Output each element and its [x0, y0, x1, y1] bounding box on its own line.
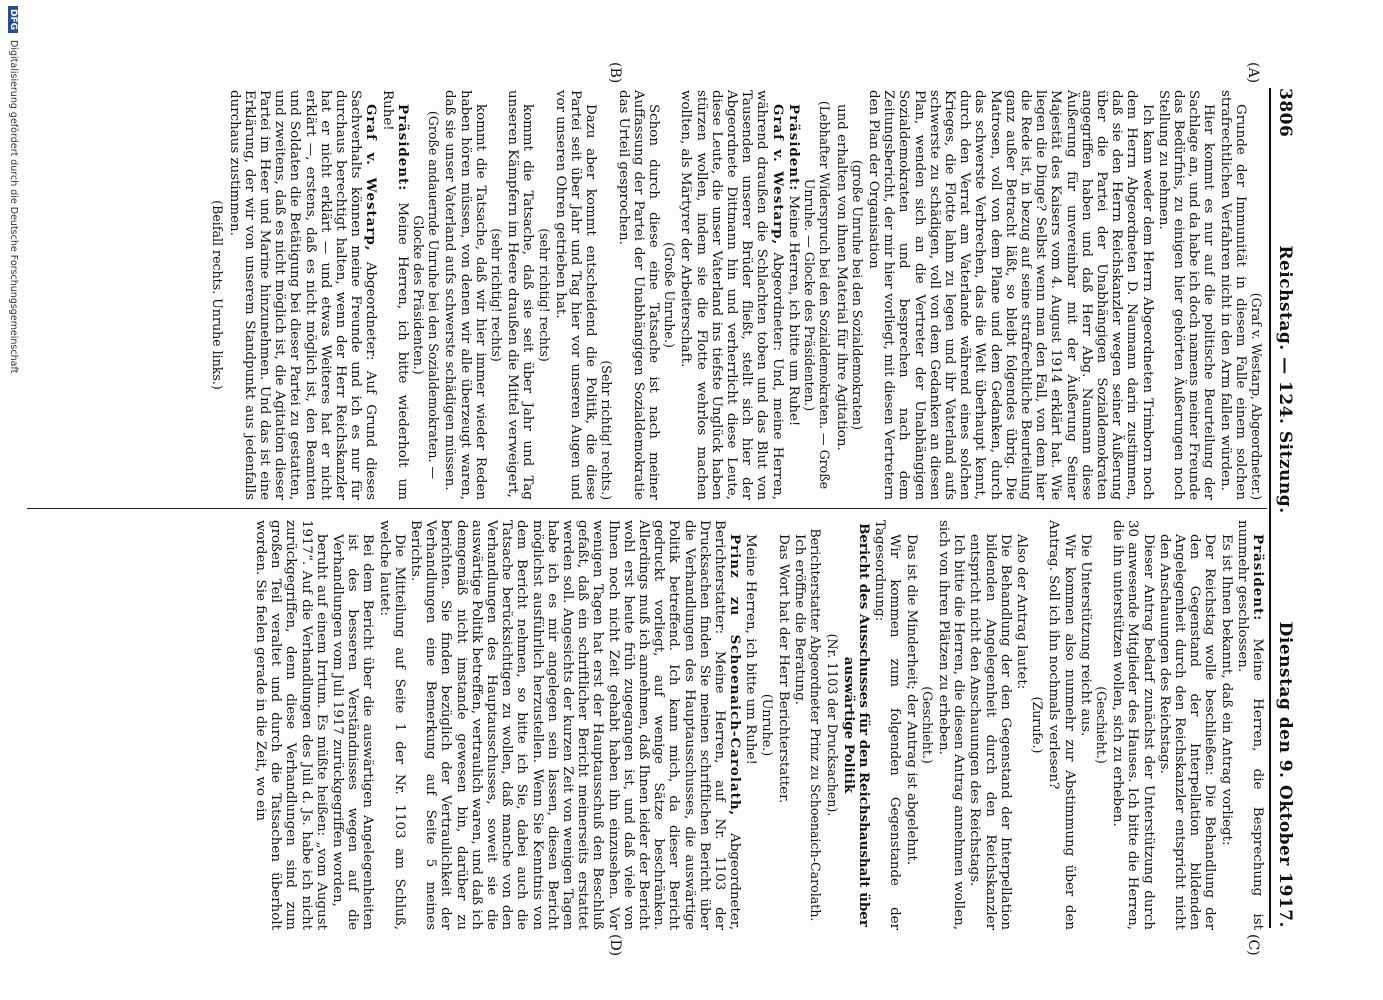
speaker-name: Präsident: — [785, 104, 802, 192]
stage-direction: (Unruhe.) — [759, 693, 775, 757]
stage-direction: (sehr richtig! rechts) — [536, 228, 552, 362]
body-paragraph: Dazu aber kommt entscheidend die Politik, die diese Partei seit über Jahr und Tag hier vor unseren Augen und vor unseren Ohren getrieben hat. — [552, 90, 599, 500]
speaker-name: Graf v. Westarp, — [363, 104, 380, 252]
dfg-logo: DFG — [8, 6, 18, 33]
body-paragraph: kommt die Tatsache, daß wir hier immer wieder Reden haben hören müssen, von denen wir alle überzeugt waren, daß sie unser Vaterland aufs schwerste schädigen müssen. — [442, 90, 488, 500]
body-paragraph: Dieser Antrag bedarf zunächst der Unterstützung durch 30 anwesende Mitglieder des Hauses. Ich bitte die Herren, die ihn unterstützen wollen, sich zu erheben. — [1110, 520, 1156, 930]
body-paragraph: beruht auf einem Irrtum. Es müßte heißen: „vom August 1917“. Auf die Verhandlungen des Juli d. Js. habe ich nicht zurückgegriffen, denn diese Verhandlungen sind zum großen Teil veraltet und durch die Tatsachen überholt worden. Sie fielen gerade in die Zeit, wo ein — [253, 520, 329, 930]
body-paragraph: Die Mitteilung auf Seite 1 der Nr. 1103 am Schluß, welche lautet: — [376, 520, 407, 930]
stage-direction: (Beifall rechts. Unruhe links.) — [210, 200, 226, 390]
speaker-name: Prinz zu Schoenaich-Carolath, — [727, 534, 744, 817]
body-paragraph: und erhalten von ihnen Material für ihre Agitation. — [833, 104, 849, 451]
body-paragraph: Grunde der Immunität in diesem Falle einem solchen strafrechtlichen Verfahren nicht in den Arm fallen würden. — [1217, 90, 1248, 500]
stage-direction: (Geschieht.) — [919, 686, 935, 764]
quoted-motion: Die Behandlung der den Gegenstand der Interpellation bildenden Angelegenheit durch den Reichskanzler entspricht nicht den Anschauungen des Reichstags. — [967, 534, 1013, 930]
body-paragraph: Wir kommen zum folgenden Gegenstande der Tagesordnung: — [872, 520, 903, 930]
page-number: 3806 — [1275, 88, 1295, 138]
speaker-name: Graf v. Westarp, — [769, 104, 786, 246]
right-column — [252, 520, 1265, 930]
speech-text: Meine Herren, ich bitte um Ruhe! — [785, 195, 801, 427]
stage-direction: Berichterstatter Abgeordneter Prinz zu Schoenaich-Carolath. — [808, 528, 824, 922]
speech-paragraph — [379, 90, 409, 500]
stage-direction: (große Unruhe bei den Sozialdemokraten) — [849, 159, 865, 431]
credit-text: Digitalisierung gefördert durch die Deutsche Forschungsgemeinschaft — [8, 40, 19, 374]
body-paragraph: Meine Herren, ich bitte um Ruhe! — [743, 534, 759, 765]
speech-text: Abgeordneter, Berichterstatter: Meine Herren, auf Nr. 1103 der Drucksachen finden Sie meinen schriftlichen Bericht über die Verhandlungen des Hauptausschusses, die auswärtige Politik betreffend. Ich kann mich, da dieser Bericht gedruckt vorliegt, auf wenige Sätze beschränken. Allerdings muß ich annehmen, daß Ihnen leider der Bericht wohl erst heute früh zugegangen ist, und daß viele von Ihnen noch nicht Zeit gehabt haben ihn einzusehen. Vor wenigen Tagen hat erst der Hauptausschuß den Beschluß gefaßt, daß ein schriftlicher Bericht meinerseits erstattet werden soll. Angesichts der kurzen Zeit von wenigen Tagen habe ich es mir angelegen sein lassen, diesen Bericht möglichst ausführlich herzustellen. Wenn Sie Kenntnis von dem Bericht nehmen, so bitte ich Sie, dabei auch die Tatsache berücksichtigen zu wollen, daß manche von den Verhandlungen des Hauptausschusses, soweit sie die auswärtige Politik betreffen, vertraulich waren, und daß ich demgemäß nicht imstande gewesen bin, darüber zu berichten. Sie finden bezüglich der Vertraulichkeit der Verhandlungen eine Bemerkung auf Seite 5 meines Berichts. — [408, 520, 743, 930]
body-paragraph: Ich eröffne die Beratung. — [792, 534, 808, 706]
margin-mark-a: (A) — [1245, 62, 1261, 84]
stage-direction: (sehr richtig! rechts) — [489, 228, 505, 362]
body-paragraph: Also der Antrag lautet: — [1013, 534, 1029, 690]
body-paragraph: Ich bitte die Herren, die diesen Antrag annehmen wollen, sich von ihren Plätzen zu erheben. — [935, 520, 967, 930]
session-title: Reichstag. — 124. Sitzung. — [1275, 245, 1295, 514]
margin-mark-d: (D) — [607, 934, 623, 957]
speech-paragraph — [1235, 520, 1265, 930]
body-paragraph: Ich kann weder dem Herrn Abgeordneten Trimborn noch dem Herrn Abgeordneten D. Naumann darin zustimmen, daß sie den Herrn Reichskanzler wegen seiner Äußerung über die Partei der Unabhängigen Sozialdemokraten angegriffen haben und daß Herr Abg. Naumann diese Äußerung für unvereinbar mit der Äußerung Seiner Majestät des Kaisers vom 4. August 1914 erklärt hat. Wie liegen die Dinge? Selbst wenn man den Fall, von dem hier die Rede ist, in bezug auf seine strafrechtliche Beurteilung ganz außer Betracht läßt, so bleibt folgendes übrig. Die Matrosen, voll von dem Plane und dem Gedanken, durch das schwerste Verbrechen, das die Welt überhaupt kennt, durch den Verrat am Vaterlande während eines solchen Krieges, die Flotte lahm zu legen und ihr Vaterland aufs schwerste zu schädigen, voll von dem Gedanken an diesen Plan, wenden sich an die Vertreter der Unabhängigen Sozialdemokraten und besprechen nach dem Zeitungsbericht, der mir hier vorliegt, mit diesen Vertretern den Plan der Organisation — [865, 90, 1155, 500]
stage-direction: (Große Unruhe.) — [662, 242, 678, 348]
margin-mark-c: (C) — [1245, 934, 1261, 956]
column-divider — [27, 508, 1267, 509]
speech-paragraph — [408, 520, 742, 930]
stage-direction: (Geschieht.) — [1093, 686, 1109, 764]
session-date: Dienstag den 9. Oktober 1917. — [1275, 621, 1295, 928]
stage-direction: (Nr. 1103 der Drucksachen). — [824, 633, 840, 817]
speech-text: Abgeordneter: Auf Grund dieses Sachverhalts können meine Freunde und ich es nur für durchaus berechtigt halten, wenn der Herr Reichskanzler hat er nicht erklärt — und etwas Weiteres hat er nicht erklärt —, erstens, daß es nicht möglich ist, den Beamten und Soldaten die Betätigung bei dieser Partei zu gestatten, und zweitens, daß es nicht möglich ist, die Agitation dieser Partei im Heer und Marine hinzunehmen. Und das ist eine Erklärung, der wir von unserem Standpunkt aus jedenfalls durchaus zustimmen. — [226, 90, 379, 500]
body-paragraph: Hier kommt es nur auf die politische Beurteilung der Sachlage an, und da habe ich doch namens meiner Freunde das Bedürfnis, zu einigen hier gehörten Äußerungen noch Stellung zu nehmen. — [1155, 90, 1217, 500]
body-paragraph: kommt die Tatsache, daß sie seit über Jahr und Tag unseren Kämpfern im Heere draußen die Mittel verweigert, — [505, 90, 536, 500]
speech-paragraph — [678, 90, 784, 500]
speech-text: Meine Herren, die Besprechung ist nunmehr geschlossen. — [1234, 520, 1265, 931]
running-head — [1275, 88, 1305, 928]
stage-direction: (Graf v. Westarp, Abgeordneter.) — [1249, 292, 1264, 500]
speaker-name: Präsident: — [394, 104, 411, 192]
agenda-heading: Bericht des Ausschusses für den Reichshaushalt über auswärtige Politik — [840, 523, 872, 927]
speech-text: Abgeordneter: Und, meine Herren, während draußen die Schlachten toben und das Blut von Tausenden unserer Brüder fließt, stellt sich hier der Abgeordnete Dittmann hin und verherrlicht diese Leute, diese Leute, die unser Vaterland ins tiefste Unglück haben stürzen wollen, indem sie die Flotte wehrlos machen wollten, als Märtyrer der Arbeiterschaft. — [678, 90, 785, 500]
body-paragraph: Das ist die Minderheit; der Antrag ist abgelehnt. — [903, 534, 919, 866]
body-paragraph: Es ist Ihnen bekannt, daß ein Antrag vorliegt: — [1218, 534, 1234, 846]
speaker-name: Präsident: — [1250, 534, 1266, 622]
stage-direction: (Große andauernde Unruhe bei den Sozialdemokraten. — Glocke des Präsidenten.) — [411, 110, 442, 480]
quoted-motion: Bei dem Bericht über die auswärtigen Angelegenheiten ist des besseren Verständnisses wegen auf die Verhandlungen vom Juli 1917 zurückgegriffen worden, — [330, 534, 376, 930]
body-paragraph: Schon durch diese eine Tatsache ist nach meiner Auffassung der Partei der Unabhängigen Sozialdemokratie das Urteil gesprochen. — [615, 90, 662, 500]
body-paragraph: Das Wort hat der Herr Berichterstatter. — [775, 534, 791, 804]
digitization-credit — [3, 0, 19, 1000]
stage-direction: (Zurufe.) — [1030, 696, 1046, 754]
speech-text: Meine Herren, ich bitte wiederholt um Ruhe! — [379, 90, 410, 500]
speech-paragraph — [226, 90, 378, 500]
margin-mark-b: (B) — [607, 62, 623, 84]
stage-direction: (Lebhafter Widerspruch bei den Sozialdemokraten. — Große Unruhe. — Glocke des Präsidenten.) — [802, 100, 833, 490]
body-paragraph: Wir kommen also nunmehr zur Abstimmung über den Antrag. Soll ich ihn nochmals verlesen? — [1046, 520, 1077, 930]
quoted-motion: Der Reichstag wolle beschließen: Die Behandlung der den Gegenstand der Interpellation bildenden Angelegenheit durch den Reichskanzler entspricht nicht den Anschauungen des Reichstags. — [1156, 534, 1218, 930]
header-rule — [1269, 88, 1271, 928]
body-paragraph: Die Unterstützung reicht aus. — [1077, 534, 1093, 737]
left-column — [209, 90, 1265, 500]
speech-paragraph — [786, 90, 801, 500]
stage-direction: (Sehr richtig! rechts.) — [599, 360, 615, 500]
